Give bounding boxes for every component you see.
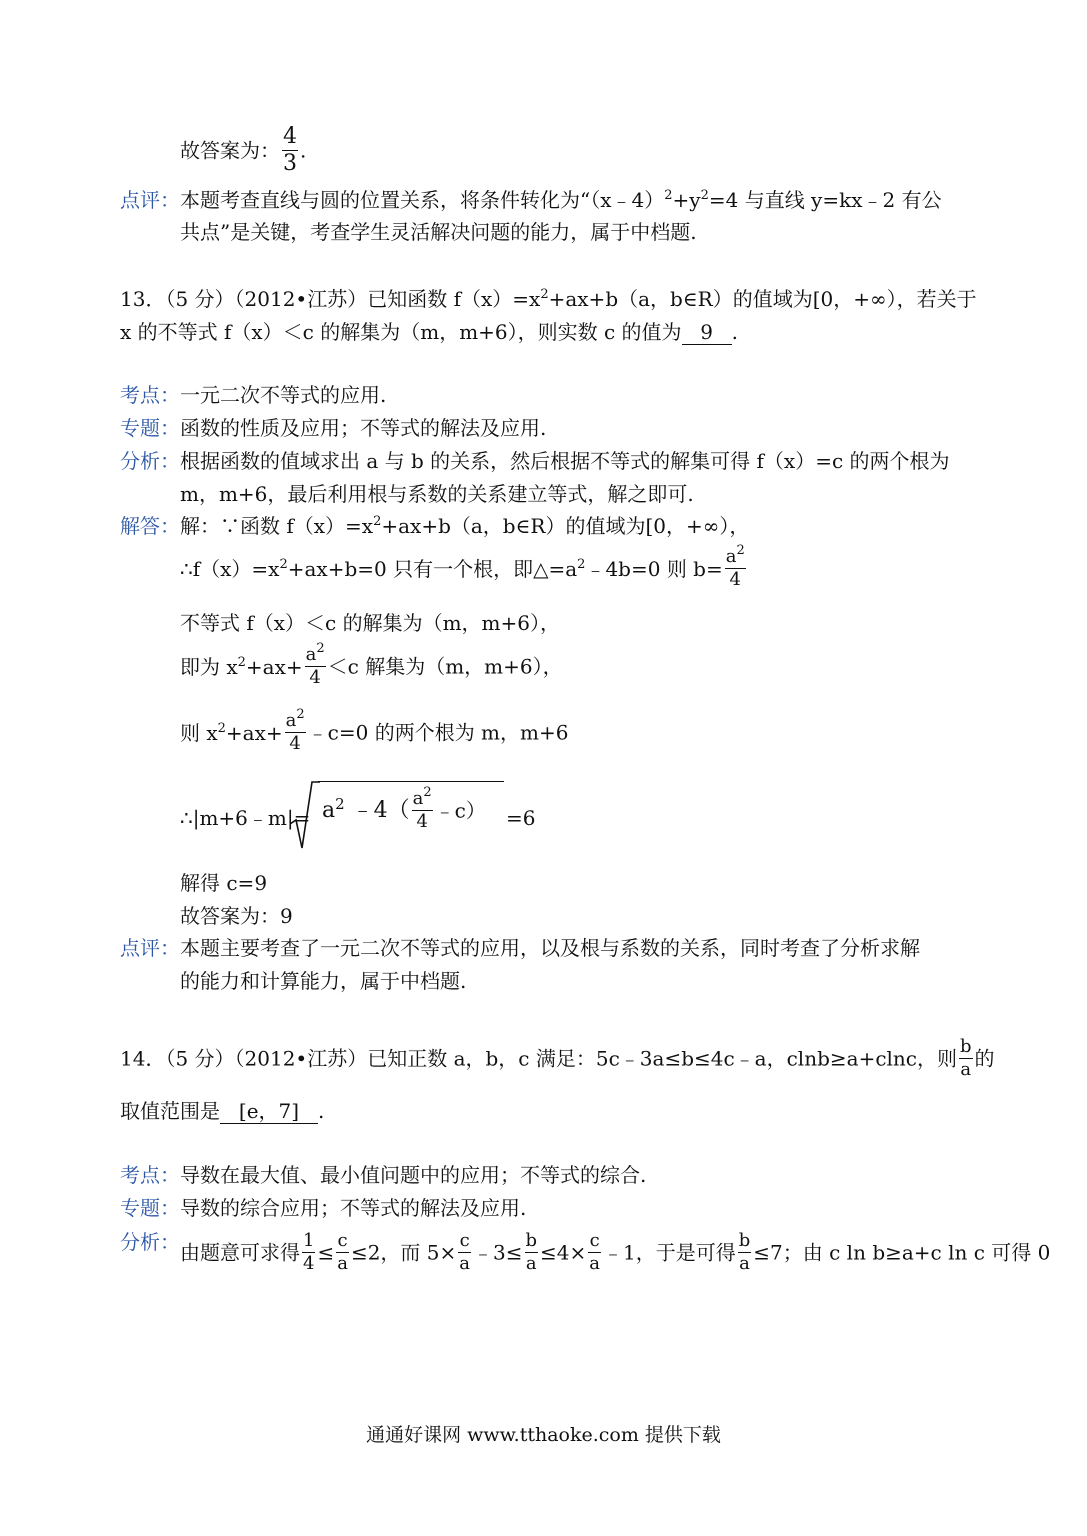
zhuanti-label: 专题： [120, 1196, 180, 1220]
superscript: 2 [373, 514, 382, 529]
dianping-text: 本题主要考查了一元二次不等式的应用，以及根与系数的关系，同时考查了分析求解 [180, 936, 920, 960]
fraction-b-over-a [959, 1038, 973, 1079]
q14-zhuanti [120, 1198, 526, 1218]
sqrt-sign-icon [288, 780, 320, 852]
prev-comment-line2: 共点”是关键，考查学生灵活解决问题的能力，属于中档题. [180, 220, 697, 244]
step-text: +ax+b=0 只有一个根，即△=a [287, 556, 578, 581]
fraction-denominator: 4 [729, 569, 741, 590]
step-text: 即为 x [180, 654, 238, 679]
q13-dianping-1 [120, 938, 920, 958]
q14-text: 取值范围是 [120, 1099, 220, 1123]
q14-text: 14．（5 分）（2012•江苏）已知正数 a，b，c 满足：5c﹣3a≤b≤4c﹣a，clnb≥a+clnc，则 [120, 1046, 958, 1071]
step-text: =6 [506, 806, 536, 830]
fraction-denominator: a [589, 1253, 601, 1274]
fenxi-text: ≤4× [540, 1240, 587, 1265]
fenxi-text: 由题意可求得 [180, 1240, 300, 1265]
superscript: 2 [237, 654, 246, 670]
step-text: 则 x [180, 720, 218, 745]
superscript: 2 [664, 188, 673, 203]
step-text: +ax+ [245, 654, 303, 679]
q13-line2 [120, 322, 738, 345]
sqrt-overline [318, 781, 504, 782]
q13-line1 [120, 289, 977, 309]
fenxi-text: ≤2，而 5× [350, 1240, 457, 1265]
dianping-label: 点评： [120, 936, 180, 960]
fraction-denominator: 3 [283, 151, 297, 176]
fraction-1-over-4 [302, 1232, 315, 1273]
zhuanti-label: 专题： [120, 416, 180, 440]
fenxi-text: ﹣1，于是可得 [603, 1240, 736, 1265]
q13-step3: 不等式 f（x）＜c 的解集为（m，m+6）， [180, 611, 561, 635]
q13-step8: 故答案为：9 [180, 904, 293, 928]
q14-fenxi-line [180, 1232, 1050, 1273]
q14-text: 的 [974, 1046, 995, 1071]
fraction-denominator: 4 [303, 1253, 315, 1274]
q14-text: . [318, 1099, 325, 1123]
comment-label: 点评： [120, 188, 180, 212]
fraction-c-over-a [588, 1232, 601, 1273]
prev-answer-fraction [282, 126, 298, 175]
fraction-numerator: $a^2$ [305, 641, 325, 665]
radicand [322, 785, 486, 832]
step-text: ∴f（x）=x [180, 556, 280, 581]
q13-text: . [731, 320, 738, 344]
fraction-numerator: $a^2$ [412, 785, 432, 809]
fraction-b-over-a [525, 1232, 539, 1273]
q13-fenxi-1 [120, 451, 950, 471]
fraction-denominator: a [525, 1253, 537, 1274]
superscript: 2 [279, 556, 288, 572]
prev-answer-line [180, 126, 306, 175]
kaodian-text: 导数在最大值、最小值问题中的应用；不等式的综合. [180, 1163, 647, 1187]
comment-text: +y [672, 188, 701, 212]
fraction-numerator: c [589, 1230, 600, 1251]
fenxi-text: 根据函数的值域求出 a 与 b 的关系，然后根据不等式的解集可得 f（x）=c 的两个根为 [180, 449, 950, 473]
q14-kaodian [120, 1165, 646, 1185]
fenxi-text: ≤7；由 c ln b≥a+c ln c 可得 0 [753, 1240, 1051, 1265]
q13-jieda-1 [120, 516, 749, 536]
q14-fenxi-label: 分析： [120, 1230, 180, 1254]
radicand-a: a [322, 797, 336, 823]
superscript: 2 [335, 794, 345, 813]
fraction-denominator: a [459, 1253, 471, 1274]
zhuanti-text: 函数的性质及应用；不等式的解法及应用. [180, 416, 547, 440]
step-text: ﹣4b=0 则 b= [585, 556, 723, 581]
superscript: 2 [700, 188, 709, 203]
q13-text: +ax+b（a，b∈R）的值域为[0，+∞），若关于 [548, 287, 977, 311]
fraction-numerator: $a^2$ [285, 707, 305, 731]
prev-answer-prefix: 故答案为： [180, 138, 280, 163]
q13-zhuanti [120, 418, 546, 438]
radicand-text: ﹣4（ [351, 797, 410, 823]
superscript: 2 [577, 556, 586, 572]
comment-text: =4 与直线 y=kx﹣2 有公 [708, 188, 942, 212]
prev-answer-suffix: . [300, 138, 307, 163]
q13-kaodian [120, 385, 386, 405]
q13-step4 [180, 641, 563, 688]
q13-step2 [180, 543, 748, 590]
fraction-a2-over-4 [285, 707, 306, 754]
comment-text: 本题考查直线与圆的位置关系，将条件转化为“（x﹣4） [180, 188, 665, 212]
fraction-c-over-a [336, 1232, 349, 1273]
zhuanti-text: 导数的综合应用；不等式的解法及应用. [180, 1196, 527, 1220]
prev-comment-line1 [120, 190, 942, 210]
fraction-numerator: 1 [303, 1230, 315, 1251]
kaodian-label: 考点： [120, 1163, 180, 1187]
fraction-denominator: 4 [416, 811, 428, 832]
fenxi-text: ≤ [317, 1240, 335, 1265]
jieda-text: +ax+b（a，b∈R）的值域为[0，+∞）， [381, 514, 750, 538]
q14-answer-blank: [e，7] [220, 1101, 318, 1124]
fraction-c-over-a [458, 1232, 471, 1273]
kaodian-label: 考点： [120, 383, 180, 407]
step-text: ∴|m+6﹣m|= [180, 806, 311, 830]
q13-fenxi-2: m，m+6，最后利用根与系数的关系建立等式，解之即可. [180, 482, 694, 506]
fraction-a2-over-4 [305, 641, 326, 688]
jieda-label: 解答： [120, 514, 180, 538]
step-text: ＜c 解集为（m，m+6）， [327, 654, 563, 679]
fraction-numerator: b [525, 1230, 538, 1251]
step-text: +ax+ [225, 720, 283, 745]
q13-step5 [180, 707, 569, 754]
fenxi-label: 分析： [120, 449, 180, 473]
step-text: ﹣c=0 的两个根为 m，m+6 [307, 720, 569, 745]
fraction-denominator: 4 [309, 667, 321, 688]
fraction-numerator: c [337, 1230, 348, 1251]
radicand-text: ﹣c） [434, 798, 486, 823]
fraction-denominator: a [739, 1253, 750, 1274]
fraction-numerator: b [738, 1230, 751, 1251]
q13-dianping-2: 的能力和计算能力，属于中档题. [180, 969, 467, 993]
fenxi-text: ﹣3≤ [473, 1240, 523, 1265]
fraction-denominator: a [337, 1253, 348, 1274]
fraction-numerator: $a^2$ [725, 543, 745, 567]
jieda-text: 解：∵函数 f（x）=x [180, 514, 374, 538]
q13-text: 13．（5 分）（2012•江苏）已知函数 f（x）=x [120, 287, 541, 311]
superscript: 2 [217, 720, 226, 736]
q14-line1 [120, 1038, 995, 1079]
fraction-numerator: 4 [283, 124, 297, 149]
fraction-a2-over-4 [725, 543, 746, 590]
fraction-denominator: a [960, 1059, 972, 1080]
fraction-denominator: 4 [289, 733, 301, 754]
fraction-numerator: c [459, 1230, 470, 1251]
fraction-a2-over-4 [412, 785, 433, 832]
superscript: 2 [540, 287, 549, 302]
page-footer: 通通好课网 www.tthaoke.com 提供下载 [366, 1424, 721, 1446]
q14-line2 [120, 1101, 324, 1124]
kaodian-text: 一元二次不等式的应用. [180, 383, 387, 407]
q13-answer-blank: 9 [682, 322, 732, 345]
q13-text: x 的不等式 f（x）＜c 的解集为（m，m+6），则实数 c 的值为 [120, 320, 682, 344]
fraction-numerator: b [960, 1036, 972, 1057]
q13-step7: 解得 c=9 [180, 871, 268, 895]
fraction-b-over-a [738, 1232, 752, 1273]
